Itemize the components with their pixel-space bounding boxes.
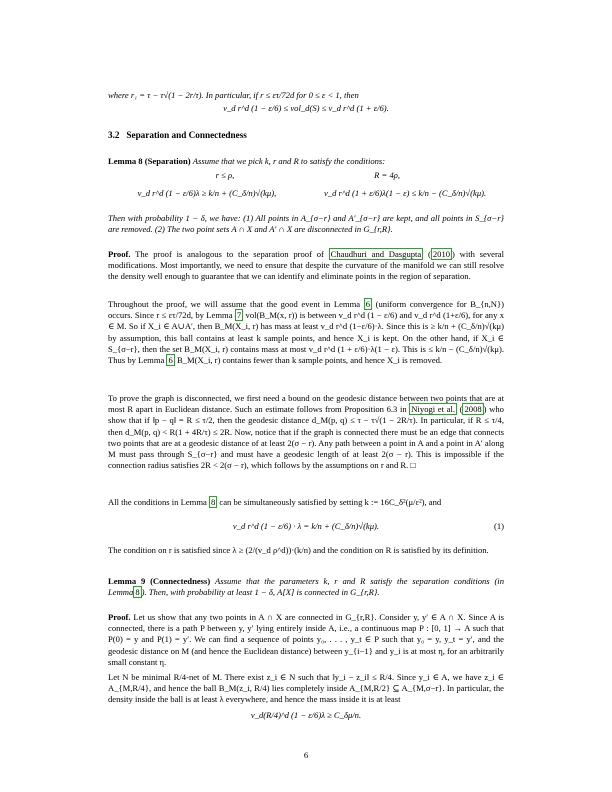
lemma-link-7[interactable]: 7 — [236, 310, 242, 321]
citation-link-niyogi[interactable]: Niyogi et al. — [411, 404, 455, 415]
condition-right: v_d r^d (1 + ε/6)λ(1 − ε) ≤ k/n − (C_δ/n)√(kμ). — [324, 188, 487, 198]
proof-label: Proof. — [108, 249, 131, 259]
lemma-link-8b[interactable]: 8 — [135, 587, 140, 598]
proof8-p4-text-b: can be simultaneously satisfied by setting k := 16C_δ²(μ/ε²), and — [219, 497, 442, 507]
section-title: Separation and Connectedness — [126, 130, 247, 140]
lemma9-text-b: ). Then, with probability at least 1 − δ, A[X] is connected in G_{r,R}. — [141, 587, 380, 598]
lemma9-label: Lemma 9 (Connectedness) — [108, 576, 211, 586]
proof8-p2-text-d: B_M(X_i, r) contains fewer than k sample points, and hence X_i is removed. — [176, 355, 443, 366]
top-line: where r₁ = τ − τ√(1 − 2r/τ). In particular, if r ≤ ετ/72d for 0 ≤ ε < 1, then — [108, 90, 359, 100]
equation-1-body: v_d r^d (1 − ε/6) · λ = k/n + (C_δ/n)√(kμ). — [232, 521, 380, 531]
proof8-p2-text-b: (uniform convergence for B_{n,N}) occurs. Since r ≤ ετ/72d, by Lemma — [108, 299, 504, 321]
proof8-p2-text-a: Throughout the proof, we will assume that the good event in Lemma — [108, 299, 361, 309]
lemma9-statement — [108, 576, 504, 598]
proof8-paragraph4 — [108, 497, 504, 508]
equation-number: (1) — [493, 521, 504, 531]
condition-r: r ≤ ρ, — [215, 170, 235, 180]
section-heading — [108, 130, 247, 140]
proof8-paragraph5: The condition on r is satisfied since λ ≥ (2/(v_d ρ^d))·(k/n) and the condition on R is satisfied by its definition. — [108, 545, 489, 555]
lemma-link-6[interactable]: 6 — [365, 299, 370, 309]
lemma8-conditions-row1 — [108, 170, 504, 180]
lemma-link-8[interactable]: 8 — [210, 497, 216, 507]
condition-left: v_d r^d (1 − ε/6)λ ≥ k/n + (C_δ/n)√(kμ), — [137, 188, 277, 198]
proof8-p2-text-c: vol(B_M(x, r)) is between v_d r^d (1 − ε/6) and v_d r^d (1+ε/6), for any x ∈ M. So if X_i ∈ A∪A′, then B_M(X_i, r) has mass at least v_d r^d (1−ε/6)·λ. Since this is ≥ k/n + (C_δ/n)√(kμ) by assumption, this ball contains at least k sample points, and hence X_i is kept. On the other hand, if X_i ∈ S_{σ−r}, then the set B_M(X_i, r) contains mass at most v_d r^d (1 + ε/6)·λ(1 − ε). This is ≤ k/n − (C_δ/n)√(kμ). Thus by Lemma — [108, 310, 505, 366]
lemma9-text-a: Assume that the parameters k, r and R satisfy the separation conditions (in Lemma — [108, 576, 504, 598]
proof9-label: Proof. — [108, 612, 131, 622]
volume-bound-equation: v_d r^d (1 − ε/6) ≤ vol_d(S) ≤ v_d r^d (1 + ε/6). — [223, 103, 389, 113]
proof8-p1-text-a: The proof is analogous to the separation proof of — [135, 249, 324, 259]
proof8-p3-text-b: who show that if ‖p − q‖ = R ≤ τ/2, then the geodesic distance d_M(p, q) ≤ τ − τ√(1 − 2R/τ). In particular, if R ≤ τ/4, then d_M(p, q) < R(1 + 4R/τ) ≤ 2R. Now, notice that if the graph is connected there must be an edge that connects two points that are at a geodesic distance of at least 2(σ − r). Any path between a point in A and a point in A′ along M must pass through S_{σ−r} and must have a geodesic length of at least 2(σ − r). This is impossible if the connection radius satisfies 2R < 2(σ − r), which follows by the assumptions on r and R. □ — [108, 404, 504, 471]
proof9-p1-text: Let us show that any two points in A ∩ X are connected in G_{r,R}. Consider y, y′ ∈ A ∩ X. Since A is connected, there is a path P between y, y′ lying entirely inside A, i.e., a continuous map P : [0, 1] → A such that P(0) = y and P(1) = y′. We can find a sequence of points y₀, . . . , y_t ∈ P such that y₀ = y, y_t = y′, and the geodesic distance on M (and hence the Euclidean distance) between y_{i−1} and y_i is at most η, for an arbitrarily small constant η. — [108, 612, 504, 667]
proof8-p1-text-b: with several modifications. Most importantly, we need to ensure that despite the curvature of the manifold we can still resolve the density well enough to guarantee that we can identify and eliminate points in the region of separation. — [108, 249, 505, 282]
section-number: 3.2 — [108, 130, 120, 140]
lemma-link-6b[interactable]: 6 — [168, 355, 173, 366]
equation-1 — [108, 521, 504, 531]
lemma8-label: Lemma 8 (Separation) — [108, 156, 191, 166]
lemma8-conditions-row2 — [108, 188, 504, 198]
proof8-paragraph3: To prove the graph is disconnected, we first need a bound on the geodesic distance between two points that are at most R apart in Euclidean distance. Such an estimate follows from Proposition 6.3 in Niyogi et al. ( 2008 ) who show that if ‖p − q‖ = R ≤ τ/2, then the geodesic distance d_M(p, q) ≤ τ − τ√(1 − 2R/τ). In particular, if R ≤ τ/4, then d_M(p, q) < R(1 + 4R/τ) ≤ 2R. Now, notice that if the graph is connected there must be an edge that connects two points that are at a geodesic distance of at least 2(σ − r). Any path between a point in A and a point in A′ along M must pass through S_{σ−r} and must have a geodesic length of at least 2(σ − r). This is impossible if the connection radius satisfies 2R < 2(σ − r), which follows by the assumptions on r and R. □ — [108, 393, 504, 471]
citation-link-chaudhuri[interactable]: Chaudhuri and Dasgupta — [330, 249, 422, 259]
page-number: 6 — [303, 750, 309, 760]
proof8-p4-text-a: All the conditions in Lemma — [108, 497, 207, 507]
proof9-paragraph1 — [108, 612, 504, 668]
lemma8-heading — [108, 156, 504, 167]
citation-year-2008[interactable]: 2008 — [464, 404, 482, 415]
proof8-paragraph1: Proof. The proof is analogous to the separation proof of Chaudhuri and Dasgupta ( 2010 ) with several modifications. Most importantly, we need to ensure that despite the curvature of the manifold we can still resolve the density well enough to guarantee that we can identify and eliminate points in the region of separation. — [108, 249, 505, 282]
lemma8-conclusion: Then with probability 1 − δ, we have: (1) All points in A_{σ−r} and A′_{σ−r} are kept, and all points in S_{σ−r} are removed. (2) The two point sets A ∩ X and A′ ∩ X are disconnected in G_{r,R}. — [108, 213, 504, 235]
proof8-p3-text-a: To prove the graph is disconnected, we first need a bound on the geodesic distance between two points that are at most R apart in Euclidean distance. Such an estimate follows from Proposition 6.3 in — [108, 393, 504, 415]
mass-lower-bound-equation: v_d(R/4)^d (1 − ε/6)λ ≥ C_δμ/n. — [250, 710, 362, 720]
proof9-paragraph2: Let N be minimal R/4-net of M. There exist z_i ∈ N such that ‖y_i − z_i‖ ≤ R/4. Since y_i ∈ A, we have z_i ∈ A_{M,R/4}, and hence the ball B_M(z_i, R/4) lies completely inside A_{M,R/2} ⊆ A_{M,σ−r}. In particular, the density inside the ball is at least λ everywhere, and hence the mass inside it is at least — [108, 672, 504, 705]
condition-R: R = 4ρ, — [374, 170, 401, 180]
citation-year-2010[interactable]: 2010 — [432, 249, 451, 259]
proof8-paragraph2 — [108, 299, 504, 366]
lemma8-intro: Assume that we pick k, r and R to satisfy the conditions: — [192, 156, 386, 166]
